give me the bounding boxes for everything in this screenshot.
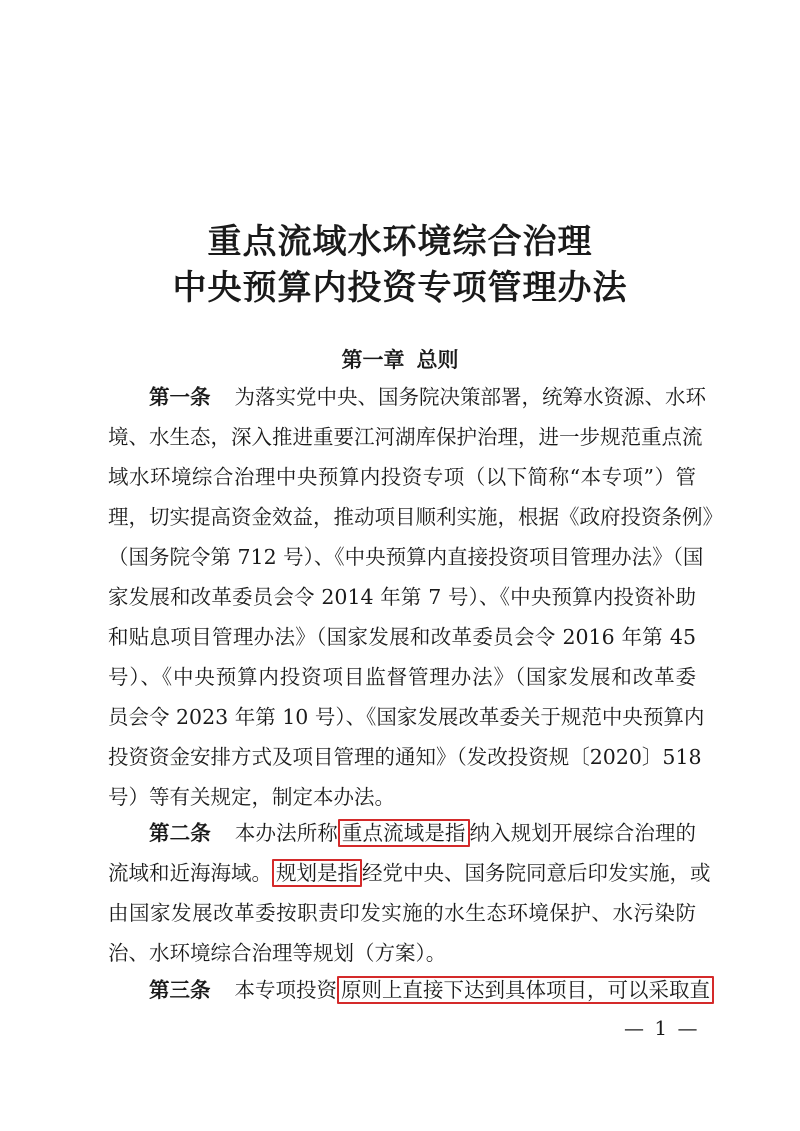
article2-text: 经党中央、国务院同意后印发实施，或 [362, 861, 711, 885]
article1-line: 号）等有关规定，制定本办法。 [108, 785, 395, 809]
chapter-heading-prefix: 第一章 [341, 348, 405, 372]
article1-line [108, 377, 706, 417]
article2-label: 第二条 [149, 821, 211, 845]
article3-text: 本专项投资 [234, 978, 337, 1002]
highlight-box: 规划是指 [272, 859, 362, 887]
article2-line: 治、水环境综合治理等规划（方案）。 [108, 941, 447, 965]
article1-text: 为落实党中央、国务院决策部署，统筹水资源、水环 [234, 385, 706, 409]
article1-label: 第一条 [149, 385, 211, 409]
article2-text: 本办法所称 [234, 821, 338, 845]
article2-line [108, 813, 696, 853]
article3-line [108, 970, 710, 1010]
article2-text: 流域和近海海域。 [108, 861, 272, 885]
article1-line: 理，切实提高资金效益，推动项目顺利实施，根据《政府投资条例》 [108, 505, 723, 529]
chapter-heading [0, 344, 800, 374]
page-number: — 1 — [624, 1016, 700, 1040]
article2-line: 由国家发展改革委按职责印发实施的水生态环境保护、水污染防 [108, 901, 696, 925]
document-title-line2: 中央预算内投资专项管理办法 [172, 268, 628, 308]
article1-line: 员会令 2023 年第 10 号）、《国家发展改革委关于规范中央预算内 [108, 705, 705, 729]
article2-text: 纳入规划开展综合治理的 [469, 821, 697, 845]
article1-line: 境、水生态，深入推进重要江河湖库保护治理，进一步规范重点流 [108, 425, 703, 449]
article1-line: 号）、《中央预算内投资项目监督管理办法》（国家发展和改革委 [108, 665, 696, 689]
article1-line: 域水环境综合治理中央预算内投资专项（以下简称“本专项”）管 [108, 465, 696, 489]
article3-label: 第三条 [149, 978, 211, 1002]
article1-line: 和贴息项目管理办法》（国家发展和改革委员会令 2016 年第 45 [108, 625, 696, 649]
article2-line [108, 853, 711, 893]
highlight-box: 重点流域是指 [338, 819, 470, 847]
highlight-box: 原则上直接下达到具体项目，可以采取直 [337, 976, 714, 1004]
chapter-heading-name: 总则 [416, 348, 459, 372]
document-title-line1: 重点流域水环境综合治理 [207, 222, 593, 262]
article1-line: 投资资金安排方式及项目管理的通知》（发改投资规〔2020〕518 [108, 745, 702, 769]
article1-line: 家发展和改革委员会令 2014 年第 7 号）、《中央预算内投资补助 [108, 585, 696, 609]
article1-line: （国务院令第 712 号）、《中央预算内直接投资项目管理办法》（国 [108, 545, 704, 569]
